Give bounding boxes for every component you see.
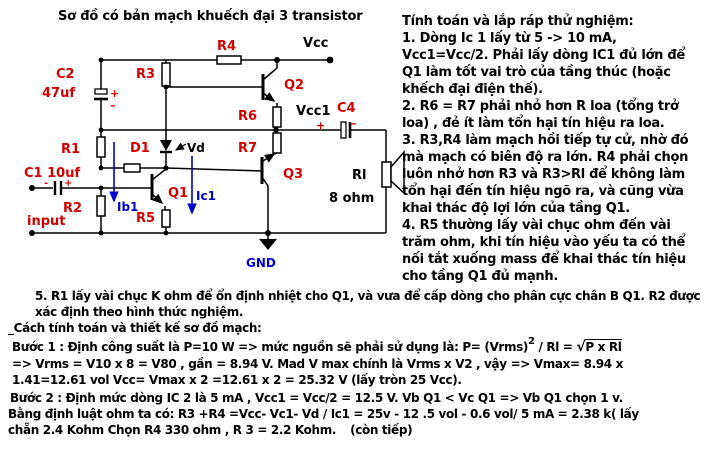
label-c4: C4 xyxy=(337,101,356,116)
resistor-r5 xyxy=(162,210,170,227)
notes-heading: Tính toán và lắp ráp thử nghiệm: xyxy=(402,14,634,29)
resistor-r2 xyxy=(97,196,105,216)
wires xyxy=(32,60,386,239)
label-ib1: Ib1 xyxy=(117,200,139,214)
label-c2: C2 xyxy=(56,67,75,82)
note-line: 2. R6 = R7 phải nhỏ hơn R loa (tổng trở xyxy=(402,99,679,114)
calc-line-1: 5. R1 lấy vài chục K ohm để ổn định nhiệt cho Q1, và vưa để cấp dòng cho phân cực chân B Q1. R2 được xyxy=(35,289,701,303)
label-q3: Q3 xyxy=(283,167,304,182)
note-line: khai thác độ lợi lớn của tầng Q1. xyxy=(402,201,630,216)
label-vcc1: Vcc1 xyxy=(296,104,331,119)
page-title: Sơ đồ có bản mạch khuếch đại 3 transistor xyxy=(58,9,363,24)
calc-line-3: _Cách tính toán và thiết kế sơ đồ mạch: xyxy=(8,321,262,335)
label-vcc: Vcc xyxy=(303,36,329,51)
resistor-r1 xyxy=(97,137,105,157)
label-c4-minus: – xyxy=(351,117,357,130)
gnd-symbol xyxy=(259,239,277,250)
vd-arrow xyxy=(176,144,186,150)
label-c1-minus: - xyxy=(44,178,49,189)
diode-d1 xyxy=(160,140,172,152)
label-r3: R3 xyxy=(136,67,156,82)
calc-line-5: => Vrms = V10 x 8 = V80 , gần = 8.94 V. Mad V max chính là Vrms x V2 , vậy => Vmax= 8.94 x xyxy=(12,357,623,371)
calc-line-2: xác định theo hình thức nghiệm. xyxy=(35,305,244,319)
note-line: luôn nhở hơn R3 và R3>Rl để không làm xyxy=(402,167,685,182)
label-vd: Vd xyxy=(187,141,205,155)
note-line: Vcc1=Vcc/2. Phải lấy dòng IC1 đủ lớn để xyxy=(402,48,685,63)
resistor-r6 xyxy=(273,107,281,127)
label-q1: Q1 xyxy=(168,186,189,201)
to-be-continued: (còn tiếp) xyxy=(350,423,413,437)
calc-line-9-text: chẵn 2.4 Kohm Chọn R4 330 ohm , R 3 = 2.2 Kohm. xyxy=(8,423,337,437)
label-c4-plus: + xyxy=(316,119,326,132)
note-line: cho tầng Q1 đủ mạnh. xyxy=(402,269,558,284)
transistor-q1 xyxy=(152,174,162,203)
formula-pre: Bước 1 : Định công suất là P=10 W => mức nguồn sẽ phải sử dụng là: P= (Vrms) xyxy=(12,340,529,354)
sqrt-content: P x Rl xyxy=(585,340,622,354)
label-r6: R6 xyxy=(238,109,258,124)
label-rl: Rl xyxy=(352,168,367,183)
note-line: loa) , đẻ ít làm tổn hại tín hiệu ra loa. xyxy=(402,116,665,131)
label-c2-minus: – xyxy=(110,99,116,112)
note-line: Q1 làm tốt vai trò của tầng thúc (hoặc xyxy=(402,65,671,80)
resistor-bias xyxy=(124,164,140,172)
note-line: 3. R3,R4 làm mạch hồi tiếp tự cử, nhờ đó xyxy=(402,133,689,148)
label-r2: R2 xyxy=(63,201,83,216)
note-line: 1. Dòng Ic 1 lấy từ 5 -> 10 mA, xyxy=(402,31,617,46)
note-line: trăm ohm, khi tín hiệu vào yếu ta có thể xyxy=(402,235,686,250)
label-input: input xyxy=(27,214,66,229)
formula-mid: / Rl = xyxy=(534,340,577,354)
label-c2-plus: + xyxy=(110,87,120,100)
label-r7: R7 xyxy=(238,141,258,156)
label-q2: Q2 xyxy=(284,78,305,93)
calc-line-4-formula xyxy=(12,338,622,355)
note-line: tổn hại đến tín hiệu ngõ ra, và cũng vừa xyxy=(402,184,684,199)
calc-line-8: Bằng định luật ohm ta có: R3 +R4 =Vcc- Vc1- Vd / Ic1 = 25v - 12 .5 vol - 0.6 vol/ 5 mA = 2.38 k( lấy xyxy=(8,407,639,421)
sqrt-sign: √ xyxy=(576,339,586,355)
calc-line-9 xyxy=(8,423,412,437)
calc-line-7: Bước 2 : Định mức dòng IC 2 là 5 mA , Vcc1 = Vcc/2 = 12.5 V. Vb Q1 < Vc Q1 => Vb Q1 chọn 1 v. xyxy=(10,391,623,405)
label-r5: R5 xyxy=(136,211,156,226)
capacitor-c1 xyxy=(55,181,61,195)
resistor-r7 xyxy=(273,133,281,153)
capacitor-c4 xyxy=(341,122,350,138)
label-ic1: Ic1 xyxy=(196,189,216,203)
resistor-r4 xyxy=(217,56,241,64)
label-rl-value: 8 ohm xyxy=(329,191,375,206)
label-gnd: GND xyxy=(246,256,276,270)
note-line: 4. R5 thường lấy vài chục ohm đến vài xyxy=(402,218,671,233)
label-r1: R1 xyxy=(61,142,81,157)
resistor-r3 xyxy=(162,63,170,86)
label-c1-plus: + xyxy=(64,178,73,189)
note-line: mà mạch có biên độ ra lớn. R4 phải chọn xyxy=(402,150,689,165)
note-line: khếch đại điện thế). xyxy=(402,82,543,97)
calc-line-6: 1.41=12.61 vol Vcc= Vmax x 2 =12.61 x 2 = 25.32 V (lấy tròn 25 Vcc). xyxy=(12,373,462,387)
capacitor-c2 xyxy=(94,89,108,99)
notes-panel xyxy=(402,13,723,285)
note-line: nối tắt xuống mass để khai thác tín hiệu xyxy=(402,252,686,267)
label-c2-value: 47uf xyxy=(42,86,76,101)
label-d1: D1 xyxy=(130,141,150,156)
label-r4: R4 xyxy=(217,39,237,54)
formula-superscript: 2 xyxy=(528,336,535,347)
label-c1: C1 10uf xyxy=(24,166,81,181)
